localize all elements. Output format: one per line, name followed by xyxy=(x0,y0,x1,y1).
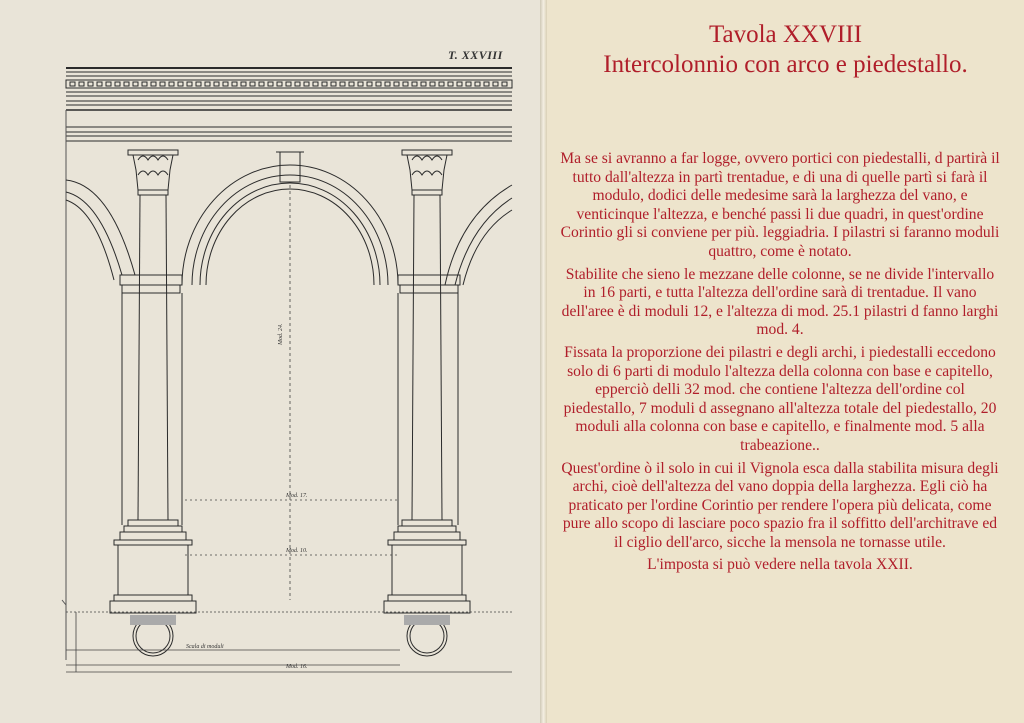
dentil xyxy=(259,82,264,86)
title-block xyxy=(547,20,1024,80)
right-arch xyxy=(445,185,512,285)
paragraph: Ma se si avranno a far logge, ovvero portici con piedestalli, d partirà il tutto dall'altezza in partì trentadue, e di una di quelle partì si farà il modulo, dodici delle medesime sarà la larghezza del vano, e venticinque l'altezza, e benché passi li due quadri, in quest'ordine Corintio gli si conviene per più. leggiadria. I pilastri si faranno moduli quattro, come è notato. xyxy=(560,150,1000,260)
dentil xyxy=(304,82,309,86)
dentil xyxy=(241,82,246,86)
paragraph: Quest'ordine ò il solo in cui il Vignola esca dalla stabilita misura degli archi, cioè dell'altezza del vano doppia della larghezza. Egli ciò ha praticato per l'ordine Corintio per rendere l'opera più delicata, come pure allo scopo di lasciare poco spazio fra il soffitto dell'architrave ed il ciglio dell'arco, sicche la mensola ne tornasse utile. xyxy=(561,459,999,551)
dentil xyxy=(484,82,489,86)
dentil xyxy=(178,82,183,86)
dentil xyxy=(232,82,237,86)
dentil xyxy=(88,82,93,86)
dentil xyxy=(133,82,138,86)
dim-label: Mod. 17. xyxy=(286,493,308,499)
dentil xyxy=(430,82,435,86)
paragraph: Stabilite che sieno le mezzane delle colonne, se ne divide l'intervallo in 16 parti, e tutta l'altezza dell'ordine sarà di trentadue. Il vano dell'aree è di moduli 12, e l'altezza di mod. 25.1 pilastri d fanno larghi mod. 4. xyxy=(561,265,999,339)
dentil xyxy=(439,82,444,86)
dentil xyxy=(475,82,480,86)
dentil xyxy=(268,82,273,86)
dentil xyxy=(493,82,498,86)
dim-label: Mod. 16. xyxy=(286,664,308,670)
dentil xyxy=(331,82,336,86)
scale-label: Scala di moduli xyxy=(186,644,224,650)
body-text xyxy=(560,150,1000,579)
dim-label: Mod. 24. xyxy=(278,323,284,345)
dentil xyxy=(394,82,399,86)
dentil xyxy=(385,82,390,86)
dentil xyxy=(79,82,84,86)
dentil xyxy=(196,82,201,86)
dentil xyxy=(223,82,228,86)
dentil xyxy=(277,82,282,86)
dentil xyxy=(97,82,102,86)
dentil xyxy=(367,82,372,86)
dentil xyxy=(187,82,192,86)
left-arch xyxy=(66,180,135,280)
dentil xyxy=(295,82,300,86)
dentil xyxy=(106,82,111,86)
paragraph: L'imposta si può vedere nella tavola XXII. xyxy=(647,556,913,574)
dentil xyxy=(457,82,462,86)
paragraph: Fissata la proporzione dei pilastri e degli archi, i piedestalli eccedono solo di 6 parti di modulo l'altezza della colonna con base e capitello, epperciò delli 32 mod. che contiene l'altezza dell'ordine col piedestallo, 7 moduli d assegnano all'altezza totale del piedestallo, 20 moduli alla colonna con base e capitello, e finalmente mod. 5 alla trabeazione.. xyxy=(563,343,997,454)
dentil xyxy=(412,82,417,86)
dentil xyxy=(403,82,408,86)
dentil xyxy=(124,82,129,86)
dentil xyxy=(205,82,210,86)
dentil xyxy=(160,82,165,86)
book-gutter xyxy=(540,0,547,723)
page-title: Tavola XXVIII xyxy=(708,21,863,48)
dentil xyxy=(349,82,354,86)
dentil xyxy=(115,82,120,86)
dentil xyxy=(169,82,174,86)
dim-label: Mod. 10. xyxy=(286,548,308,554)
central-arch xyxy=(182,165,398,285)
dentil xyxy=(286,82,291,86)
plate-number: T. XXVIII xyxy=(448,48,503,62)
dentil xyxy=(70,82,75,86)
dentil xyxy=(358,82,363,86)
dentil xyxy=(340,82,345,86)
dentil xyxy=(142,82,147,86)
dentil xyxy=(250,82,255,86)
dimension-lines xyxy=(66,185,512,672)
right-column xyxy=(384,150,470,656)
section-hatch xyxy=(62,110,66,660)
dentil xyxy=(313,82,318,86)
dentil xyxy=(322,82,327,86)
left-column xyxy=(110,150,196,656)
dentil xyxy=(376,82,381,86)
dentil xyxy=(466,82,471,86)
dentil xyxy=(214,82,219,86)
dentil xyxy=(151,82,156,86)
page-subtitle: Intercolonnio con arco e piedestallo. xyxy=(603,51,968,78)
dentil xyxy=(502,82,507,86)
entablature xyxy=(66,68,512,141)
keystone xyxy=(280,152,300,182)
dentil xyxy=(448,82,453,86)
dentil xyxy=(421,82,426,86)
